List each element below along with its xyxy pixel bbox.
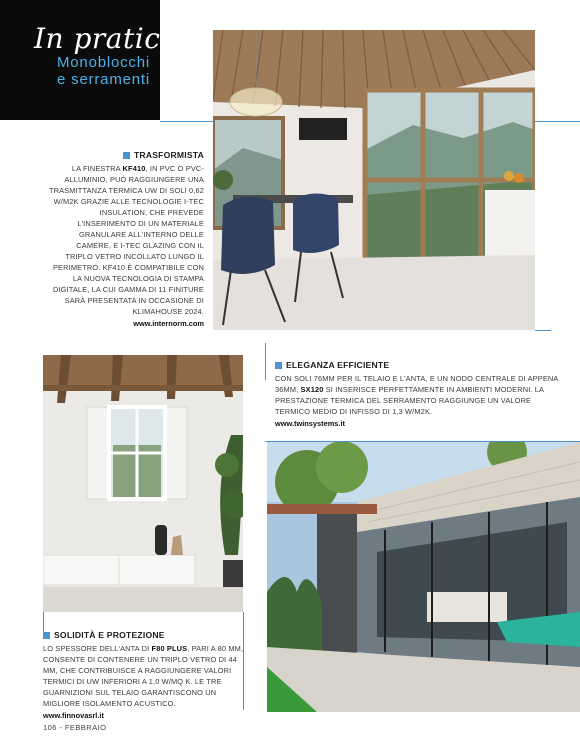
photo-modern-house xyxy=(267,442,580,712)
header-subtitle-line2: e serramenti xyxy=(57,71,150,88)
article-link[interactable]: www.internorm.com xyxy=(133,319,204,328)
article-heading xyxy=(275,360,565,370)
article-body: LA FINESTRA KF410, IN PVC O PVC-ALLUMINIO, PUÒ RAGGIUNGERE UNA TRASMITTANZA TERMICA UW DI SOLI 0,62 W/M2K GRAZIE ALLE TECNOLOGIE I-TEC INSULATION, CHE PREVEDE L'INSERIMENTO DI UN MATERIALE GRANULARE ALL'INTERNO DELLE CAMERE, E I-TEC GLAZING CON IL TRIPLO VETRO INCOLLATO LUNGO IL PERIMETRO. KF410 È COMPATIBILE CON LA NUOVA TECNOLOGIA DI STAMPA DIGITALE, LA CUI GAMMA DI 11 FINITURE SARÀ PRESENTATA IN OCCASIONE DI KLIMAHOUSE 2024. xyxy=(48,164,204,316)
article-heading xyxy=(48,150,204,160)
divider-rule xyxy=(43,612,44,632)
header-subtitle-line1: Monoblocchi xyxy=(56,54,150,71)
article-heading-text: SOLIDITÀ E PROTEZIONE xyxy=(54,630,165,640)
article-eleganza xyxy=(275,360,565,428)
photo-dining-room xyxy=(213,30,535,330)
page-footer: 106 - FEBBRAIO xyxy=(43,723,107,732)
article-body: LO SPESSORE DELL'ANTA DI F80 PLUS, PARI A 80 MM, CONSENTE DI CONTENERE UN TRIPLO VETRO DI 44 MM, CHE CONTRIBUISCE A RAGGIUNGERE VALORI TERMICI DI UW INFERIORI A 1,0 W/MQ K. LE TRE GUARNIZIONI SUL TELAIO GARANTISCONO UN MIGLIORE ISOLAMENTO ACUSTICO. xyxy=(43,644,244,708)
article-link[interactable]: www.finnovasrl.it xyxy=(43,711,104,720)
bullet-square-icon xyxy=(123,152,130,159)
header-subtitle xyxy=(57,54,150,88)
photo-beam-room xyxy=(43,355,243,612)
product-name: SX120 xyxy=(300,385,324,394)
article-heading-text: TRASFORMISTA xyxy=(133,150,204,160)
divider-rule xyxy=(535,121,580,122)
section-header xyxy=(0,0,178,120)
product-name: KF410 xyxy=(122,164,146,173)
bullet-square-icon xyxy=(43,632,50,639)
article-link[interactable]: www.twinsystems.it xyxy=(275,419,345,428)
article-heading xyxy=(43,630,248,640)
article-solidita xyxy=(43,630,248,720)
bullet-square-icon xyxy=(275,362,282,369)
article-trasformista xyxy=(48,150,204,328)
divider-rule xyxy=(265,343,266,380)
article-heading-text: ELEGANZA EFFICIENTE xyxy=(286,360,390,370)
header-script-title: In pratica xyxy=(34,22,178,55)
product-name: F80 PLUS xyxy=(151,644,188,653)
article-body: CON SOLI 76MM PER IL TELAIO E L'ANTA, E UN NODO CENTRALE DI APPENA 36MM, SX120 SI INSERISCE PERFETTAMENTE IN AMBIENTI MODERNI. LA PRESTAZIONE TERMICA DEL SERRAMENTO RAGGIUNGE UN VALORE TERMICO MEDIO DI INFISSO DI 1,3 W/M2K. xyxy=(275,374,559,416)
divider-rule xyxy=(535,330,551,331)
divider-rule xyxy=(160,121,214,122)
